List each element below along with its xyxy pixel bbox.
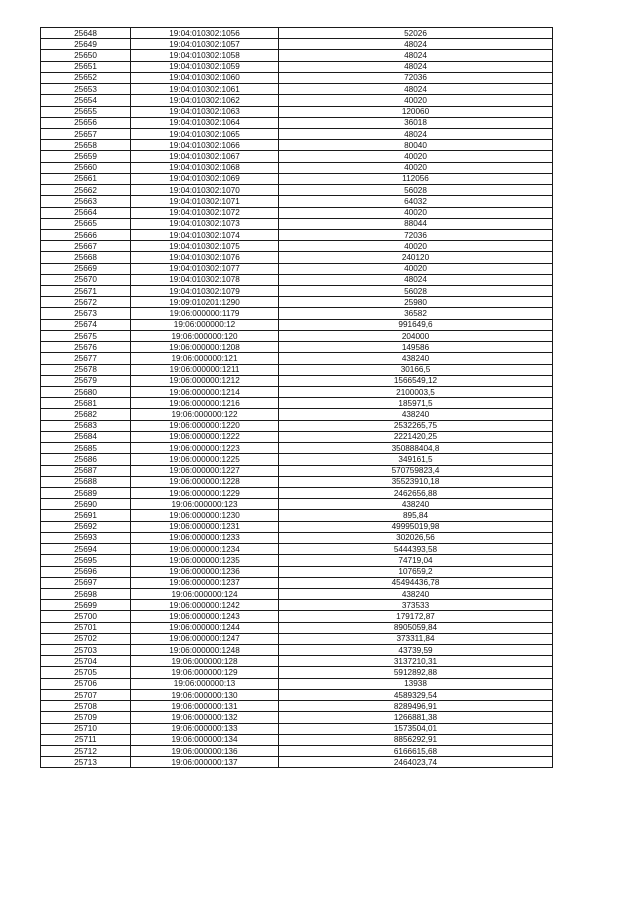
cadastral-number-cell: 19:06:000000:1236 [131, 566, 279, 577]
value-cell: 40020 [279, 162, 553, 173]
cadastral-number-cell: 19:09:010201:1290 [131, 297, 279, 308]
value-cell: 6166615,68 [279, 746, 553, 757]
row-number-cell: 25690 [41, 499, 131, 510]
row-number-cell: 25650 [41, 50, 131, 61]
table-row [41, 544, 553, 555]
row-number-cell: 25669 [41, 263, 131, 274]
table-row [41, 173, 553, 184]
value-cell: 40020 [279, 207, 553, 218]
value-cell: 8905059,84 [279, 622, 553, 633]
table-row [41, 241, 553, 252]
row-number-cell: 25693 [41, 532, 131, 543]
row-number-cell: 25681 [41, 398, 131, 409]
value-cell: 438240 [279, 588, 553, 599]
value-cell: 72036 [279, 72, 553, 83]
table-row [41, 577, 553, 588]
table-row [41, 746, 553, 757]
row-number-cell: 25655 [41, 106, 131, 117]
table-row [41, 633, 553, 644]
value-cell: 1566549,12 [279, 375, 553, 386]
table-row [41, 443, 553, 454]
cadastral-number-cell: 19:04:010302:1068 [131, 162, 279, 173]
row-number-cell: 25699 [41, 600, 131, 611]
row-number-cell: 25705 [41, 667, 131, 678]
row-number-cell: 25689 [41, 487, 131, 498]
row-number-cell: 25652 [41, 72, 131, 83]
cadastral-number-cell: 19:04:010302:1069 [131, 173, 279, 184]
cadastral-number-cell: 19:04:010302:1065 [131, 128, 279, 139]
value-cell: 88044 [279, 218, 553, 229]
cadastral-number-cell: 19:04:010302:1066 [131, 140, 279, 151]
table-row [41, 588, 553, 599]
table-row [41, 319, 553, 330]
table-row [41, 263, 553, 274]
row-number-cell: 25687 [41, 465, 131, 476]
value-cell: 349161,5 [279, 454, 553, 465]
cadastral-number-cell: 19:04:010302:1056 [131, 28, 279, 39]
cadastral-number-cell: 19:04:010302:1079 [131, 286, 279, 297]
cadastral-number-cell: 19:06:000000:1231 [131, 521, 279, 532]
row-number-cell: 25674 [41, 319, 131, 330]
cadastral-number-cell: 19:04:010302:1057 [131, 39, 279, 50]
cadastral-number-cell: 19:06:000000:129 [131, 667, 279, 678]
value-cell: 48024 [279, 61, 553, 72]
table-row [41, 61, 553, 72]
cadastral-number-cell: 19:06:000000:123 [131, 499, 279, 510]
row-number-cell: 25678 [41, 364, 131, 375]
row-number-cell: 25704 [41, 656, 131, 667]
cadastral-number-cell: 19:06:000000:12 [131, 319, 279, 330]
data-table [40, 27, 553, 768]
value-cell: 3137210,31 [279, 656, 553, 667]
value-cell: 56028 [279, 185, 553, 196]
row-number-cell: 25701 [41, 622, 131, 633]
value-cell: 49995019,98 [279, 521, 553, 532]
value-cell: 25980 [279, 297, 553, 308]
value-cell: 438240 [279, 353, 553, 364]
value-cell: 52026 [279, 28, 553, 39]
row-number-cell: 25685 [41, 443, 131, 454]
table-row [41, 387, 553, 398]
table-row [41, 364, 553, 375]
table-row [41, 229, 553, 240]
table-row [41, 308, 553, 319]
row-number-cell: 25683 [41, 420, 131, 431]
cadastral-number-cell: 19:04:010302:1070 [131, 185, 279, 196]
value-cell: 48024 [279, 39, 553, 50]
cadastral-number-cell: 19:06:000000:136 [131, 746, 279, 757]
value-cell: 991649,6 [279, 319, 553, 330]
row-number-cell: 25682 [41, 409, 131, 420]
value-cell: 1573504,01 [279, 723, 553, 734]
table-row [41, 499, 553, 510]
table-row [41, 196, 553, 207]
table-row [41, 701, 553, 712]
row-number-cell: 25695 [41, 555, 131, 566]
cadastral-number-cell: 19:06:000000:1233 [131, 532, 279, 543]
value-cell: 5912892,88 [279, 667, 553, 678]
cadastral-number-cell: 19:06:000000:1220 [131, 420, 279, 431]
value-cell: 895,84 [279, 510, 553, 521]
row-number-cell: 25675 [41, 330, 131, 341]
table-row [41, 454, 553, 465]
table-row [41, 330, 553, 341]
table-row [41, 286, 553, 297]
table-row [41, 712, 553, 723]
cadastral-number-cell: 19:06:000000:1229 [131, 487, 279, 498]
value-cell: 185971,5 [279, 398, 553, 409]
cadastral-number-cell: 19:06:000000:1208 [131, 342, 279, 353]
row-number-cell: 25664 [41, 207, 131, 218]
cadastral-number-cell: 19:06:000000:1248 [131, 645, 279, 656]
value-cell: 40020 [279, 263, 553, 274]
table-row [41, 140, 553, 151]
cadastral-number-cell: 19:06:000000:124 [131, 588, 279, 599]
value-cell: 40020 [279, 95, 553, 106]
value-cell: 5444393,58 [279, 544, 553, 555]
row-number-cell: 25712 [41, 746, 131, 757]
table-row [41, 656, 553, 667]
row-number-cell: 25698 [41, 588, 131, 599]
cadastral-number-cell: 19:06:000000:130 [131, 689, 279, 700]
cadastral-number-cell: 19:06:000000:134 [131, 734, 279, 745]
value-cell: 35523910,18 [279, 476, 553, 487]
row-number-cell: 25671 [41, 286, 131, 297]
table-row [41, 667, 553, 678]
row-number-cell: 25649 [41, 39, 131, 50]
value-cell: 1266881,38 [279, 712, 553, 723]
row-number-cell: 25679 [41, 375, 131, 386]
table-row [41, 600, 553, 611]
row-number-cell: 25659 [41, 151, 131, 162]
value-cell: 438240 [279, 499, 553, 510]
table-body [41, 28, 553, 768]
row-number-cell: 25656 [41, 117, 131, 128]
cadastral-number-cell: 19:06:000000:137 [131, 757, 279, 768]
table-row [41, 678, 553, 689]
value-cell: 80040 [279, 140, 553, 151]
cadastral-number-cell: 19:04:010302:1073 [131, 218, 279, 229]
cadastral-number-cell: 19:04:010302:1058 [131, 50, 279, 61]
value-cell: 2221420,25 [279, 431, 553, 442]
table-row [41, 622, 553, 633]
table-row [41, 510, 553, 521]
table-row [41, 84, 553, 95]
value-cell: 64032 [279, 196, 553, 207]
row-number-cell: 25670 [41, 274, 131, 285]
value-cell: 40020 [279, 241, 553, 252]
row-number-cell: 25663 [41, 196, 131, 207]
row-number-cell: 25706 [41, 678, 131, 689]
table-row [41, 555, 553, 566]
cadastral-number-cell: 19:04:010302:1063 [131, 106, 279, 117]
table-row [41, 274, 553, 285]
row-number-cell: 25709 [41, 712, 131, 723]
table-row [41, 117, 553, 128]
row-number-cell: 25662 [41, 185, 131, 196]
cadastral-number-cell: 19:06:000000:1227 [131, 465, 279, 476]
value-cell: 120060 [279, 106, 553, 117]
cadastral-number-cell: 19:04:010302:1059 [131, 61, 279, 72]
row-number-cell: 25697 [41, 577, 131, 588]
row-number-cell: 25694 [41, 544, 131, 555]
cadastral-number-cell: 19:06:000000:1242 [131, 600, 279, 611]
cadastral-number-cell: 19:06:000000:1234 [131, 544, 279, 555]
table-row [41, 297, 553, 308]
table-row [41, 476, 553, 487]
value-cell: 240120 [279, 252, 553, 263]
value-cell: 149586 [279, 342, 553, 353]
cadastral-number-cell: 19:06:000000:1212 [131, 375, 279, 386]
value-cell: 204000 [279, 330, 553, 341]
row-number-cell: 25677 [41, 353, 131, 364]
row-number-cell: 25661 [41, 173, 131, 184]
value-cell: 48024 [279, 128, 553, 139]
value-cell: 373311,84 [279, 633, 553, 644]
table-row [41, 162, 553, 173]
value-cell: 107659,2 [279, 566, 553, 577]
table-row [41, 151, 553, 162]
row-number-cell: 25660 [41, 162, 131, 173]
value-cell: 350888404,8 [279, 443, 553, 454]
value-cell: 2100003,5 [279, 387, 553, 398]
table-row [41, 611, 553, 622]
table-row [41, 420, 553, 431]
row-number-cell: 25703 [41, 645, 131, 656]
row-number-cell: 25688 [41, 476, 131, 487]
row-number-cell: 25680 [41, 387, 131, 398]
cadastral-number-cell: 19:06:000000:1211 [131, 364, 279, 375]
value-cell: 373533 [279, 600, 553, 611]
table-row [41, 207, 553, 218]
row-number-cell: 25711 [41, 734, 131, 745]
table-row [41, 72, 553, 83]
cadastral-number-cell: 19:06:000000:1214 [131, 387, 279, 398]
table-row [41, 487, 553, 498]
row-number-cell: 25668 [41, 252, 131, 263]
table-row [41, 95, 553, 106]
value-cell: 48024 [279, 84, 553, 95]
table-row [41, 398, 553, 409]
row-number-cell: 25700 [41, 611, 131, 622]
cadastral-number-cell: 19:04:010302:1075 [131, 241, 279, 252]
row-number-cell: 25672 [41, 297, 131, 308]
row-number-cell: 25665 [41, 218, 131, 229]
table-row [41, 532, 553, 543]
table-row [41, 28, 553, 39]
row-number-cell: 25696 [41, 566, 131, 577]
row-number-cell: 25708 [41, 701, 131, 712]
table-row [41, 409, 553, 420]
cadastral-number-cell: 19:04:010302:1060 [131, 72, 279, 83]
cadastral-number-cell: 19:04:010302:1062 [131, 95, 279, 106]
value-cell: 30166,5 [279, 364, 553, 375]
cadastral-number-cell: 19:06:000000:132 [131, 712, 279, 723]
row-number-cell: 25654 [41, 95, 131, 106]
row-number-cell: 25651 [41, 61, 131, 72]
value-cell: 36018 [279, 117, 553, 128]
value-cell: 4589329,54 [279, 689, 553, 700]
cadastral-number-cell: 19:06:000000:1230 [131, 510, 279, 521]
cadastral-number-cell: 19:06:000000:131 [131, 701, 279, 712]
cadastral-number-cell: 19:06:000000:1243 [131, 611, 279, 622]
cadastral-number-cell: 19:06:000000:13 [131, 678, 279, 689]
cadastral-number-cell: 19:06:000000:128 [131, 656, 279, 667]
value-cell: 48024 [279, 274, 553, 285]
cadastral-number-cell: 19:06:000000:1222 [131, 431, 279, 442]
value-cell: 56028 [279, 286, 553, 297]
value-cell: 302026,56 [279, 532, 553, 543]
value-cell: 13938 [279, 678, 553, 689]
value-cell: 48024 [279, 50, 553, 61]
table-row [41, 252, 553, 263]
cadastral-number-cell: 19:04:010302:1064 [131, 117, 279, 128]
cadastral-number-cell: 19:06:000000:1247 [131, 633, 279, 644]
value-cell: 45494436,78 [279, 577, 553, 588]
table-row [41, 39, 553, 50]
table-row [41, 185, 553, 196]
cadastral-number-cell: 19:06:000000:120 [131, 330, 279, 341]
table-row [41, 106, 553, 117]
row-number-cell: 25702 [41, 633, 131, 644]
cadastral-number-cell: 19:04:010302:1077 [131, 263, 279, 274]
table-row [41, 465, 553, 476]
table-row [41, 521, 553, 532]
cadastral-number-cell: 19:04:010302:1078 [131, 274, 279, 285]
value-cell: 43739,59 [279, 645, 553, 656]
value-cell: 2464023,74 [279, 757, 553, 768]
value-cell: 40020 [279, 151, 553, 162]
table-row [41, 342, 553, 353]
cadastral-number-cell: 19:06:000000:1237 [131, 577, 279, 588]
row-number-cell: 25676 [41, 342, 131, 353]
row-number-cell: 25673 [41, 308, 131, 319]
table-row [41, 757, 553, 768]
table-row [41, 689, 553, 700]
table-row [41, 375, 553, 386]
cadastral-number-cell: 19:04:010302:1067 [131, 151, 279, 162]
row-number-cell: 25666 [41, 229, 131, 240]
value-cell: 179172,87 [279, 611, 553, 622]
cadastral-number-cell: 19:06:000000:133 [131, 723, 279, 734]
cadastral-number-cell: 19:06:000000:1216 [131, 398, 279, 409]
row-number-cell: 25684 [41, 431, 131, 442]
table-row [41, 723, 553, 734]
table-row [41, 566, 553, 577]
row-number-cell: 25658 [41, 140, 131, 151]
table-row [41, 218, 553, 229]
row-number-cell: 25667 [41, 241, 131, 252]
cadastral-number-cell: 19:06:000000:1228 [131, 476, 279, 487]
cadastral-number-cell: 19:06:000000:1179 [131, 308, 279, 319]
row-number-cell: 25657 [41, 128, 131, 139]
table-row [41, 353, 553, 364]
row-number-cell: 25692 [41, 521, 131, 532]
cadastral-number-cell: 19:06:000000:121 [131, 353, 279, 364]
cadastral-number-cell: 19:06:000000:122 [131, 409, 279, 420]
cadastral-number-cell: 19:04:010302:1076 [131, 252, 279, 263]
value-cell: 438240 [279, 409, 553, 420]
value-cell: 2462656,88 [279, 487, 553, 498]
row-number-cell: 25713 [41, 757, 131, 768]
cadastral-number-cell: 19:06:000000:1244 [131, 622, 279, 633]
cadastral-number-cell: 19:06:000000:1235 [131, 555, 279, 566]
cadastral-number-cell: 19:04:010302:1071 [131, 196, 279, 207]
value-cell: 36582 [279, 308, 553, 319]
table-row [41, 128, 553, 139]
cadastral-number-cell: 19:06:000000:1225 [131, 454, 279, 465]
table-row [41, 645, 553, 656]
row-number-cell: 25653 [41, 84, 131, 95]
value-cell: 112056 [279, 173, 553, 184]
table-row [41, 734, 553, 745]
cadastral-number-cell: 19:04:010302:1072 [131, 207, 279, 218]
value-cell: 570759823,4 [279, 465, 553, 476]
value-cell: 8856292,91 [279, 734, 553, 745]
row-number-cell: 25686 [41, 454, 131, 465]
table-row [41, 431, 553, 442]
cadastral-number-cell: 19:04:010302:1074 [131, 229, 279, 240]
value-cell: 8289496,91 [279, 701, 553, 712]
value-cell: 74719,04 [279, 555, 553, 566]
row-number-cell: 25710 [41, 723, 131, 734]
cadastral-number-cell: 19:06:000000:1223 [131, 443, 279, 454]
cadastral-number-cell: 19:04:010302:1061 [131, 84, 279, 95]
row-number-cell: 25707 [41, 689, 131, 700]
row-number-cell: 25691 [41, 510, 131, 521]
row-number-cell: 25648 [41, 28, 131, 39]
table-row [41, 50, 553, 61]
value-cell: 2532265,75 [279, 420, 553, 431]
value-cell: 72036 [279, 229, 553, 240]
